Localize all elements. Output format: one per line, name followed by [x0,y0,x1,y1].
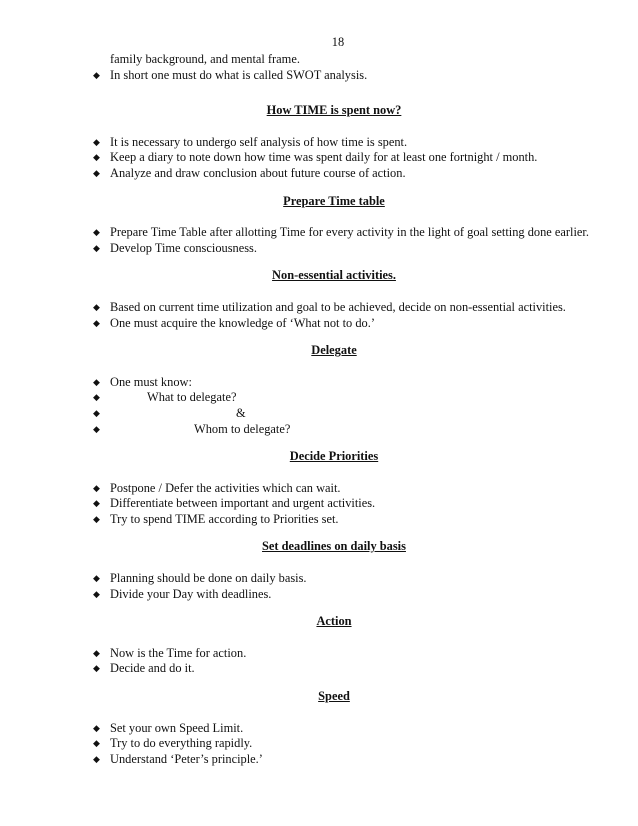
list-item: ◆ Based on current time utilization and goal to be achieved, decide on non-essential activities. [93,299,566,314]
page-number: 18 [331,35,345,49]
list-item: ◆ It is necessary to undergo self analysis of how time is spent. [93,134,408,149]
diamond-bullet-icon: ◆ [93,498,100,509]
list-item: ◆ & [93,405,246,420]
diamond-bullet-icon: ◆ [93,753,100,764]
diamond-bullet-icon: ◆ [93,573,100,584]
diamond-bullet-icon: ◆ [93,227,100,238]
diamond-bullet-icon: ◆ [93,513,100,524]
diamond-bullet-icon: ◆ [93,647,100,658]
diamond-bullet-icon: ◆ [93,392,100,403]
diamond-bullet-icon: ◆ [93,242,100,253]
list-item: ◆ One must acquire the knowledge of ‘What not to do.’ [93,315,375,330]
list-item: ◆ Try to do everything rapidly. [93,736,253,751]
diamond-bullet-icon: ◆ [93,317,100,328]
continuation-text: family background, and mental frame. [110,52,300,66]
list-item: ◆ Whom to delegate? [93,421,291,436]
diamond-bullet-icon: ◆ [93,482,100,493]
diamond-bullet-icon: ◆ [93,738,100,749]
list-item: ◆ Differentiate between important and urgent activities. [93,496,376,511]
diamond-bullet-icon: ◆ [93,376,100,387]
list-item: ◆ Try to spend TIME according to Priorities set. [93,511,339,526]
list-item: ◆ Decide and do it. [93,661,195,676]
section-heading-action: Action [316,614,352,629]
section-heading-time-spent: How TIME is spent now? [266,103,402,118]
section-heading-speed: Speed [318,689,350,704]
diamond-bullet-icon: ◆ [93,588,100,599]
list-item: ◆ Prepare Time Table after allotting Time for every activity in the light of goal setting done earlier. [93,225,589,240]
diamond-bullet-icon: ◆ [93,152,100,163]
list-item: ◆ Set your own Speed Limit. [93,720,244,735]
diamond-bullet-icon: ◆ [93,301,100,312]
list-item: ◆ Postpone / Defer the activities which can wait. [93,480,341,495]
diamond-bullet-icon: ◆ [93,167,100,178]
diamond-bullet-icon: ◆ [93,423,100,434]
section-heading-priorities: Decide Priorities [289,449,379,464]
list-item: ◆ In short one must do what is called SWOT analysis. [93,67,368,82]
list-item: ◆ Planning should be done on daily basis. [93,571,307,586]
list-item: ◆ One must know: [93,374,192,389]
diamond-bullet-icon: ◆ [93,136,100,147]
list-item: ◆ Divide your Day with deadlines. [93,586,272,601]
list-item: ◆ Understand ‘Peter’s principle.’ [93,751,263,766]
diamond-bullet-icon: ◆ [93,722,100,733]
continuation-line [93,52,593,68]
section-heading-non-essential: Non-essential activities. [272,268,396,283]
diamond-bullet-icon: ◆ [93,663,100,674]
section-heading-deadlines: Set deadlines on daily basis [262,539,406,554]
diamond-bullet-icon: ◆ [93,407,100,418]
list-item: ◆ What to delegate? [93,390,237,405]
list-item: ◆ Now is the Time for action. [93,645,247,660]
section-heading-delegate: Delegate [311,343,357,358]
diamond-bullet-icon: ◆ [93,69,100,80]
document-body [93,52,593,767]
list-item: ◆ Analyze and draw conclusion about future course of action. [93,165,406,180]
list-item: ◆ Keep a diary to note down how time was spent daily for at least one fortnight / month. [93,150,538,165]
section-heading-time-table: Prepare Time table [283,193,385,208]
list-item: ◆ Develop Time consciousness. [93,240,257,255]
